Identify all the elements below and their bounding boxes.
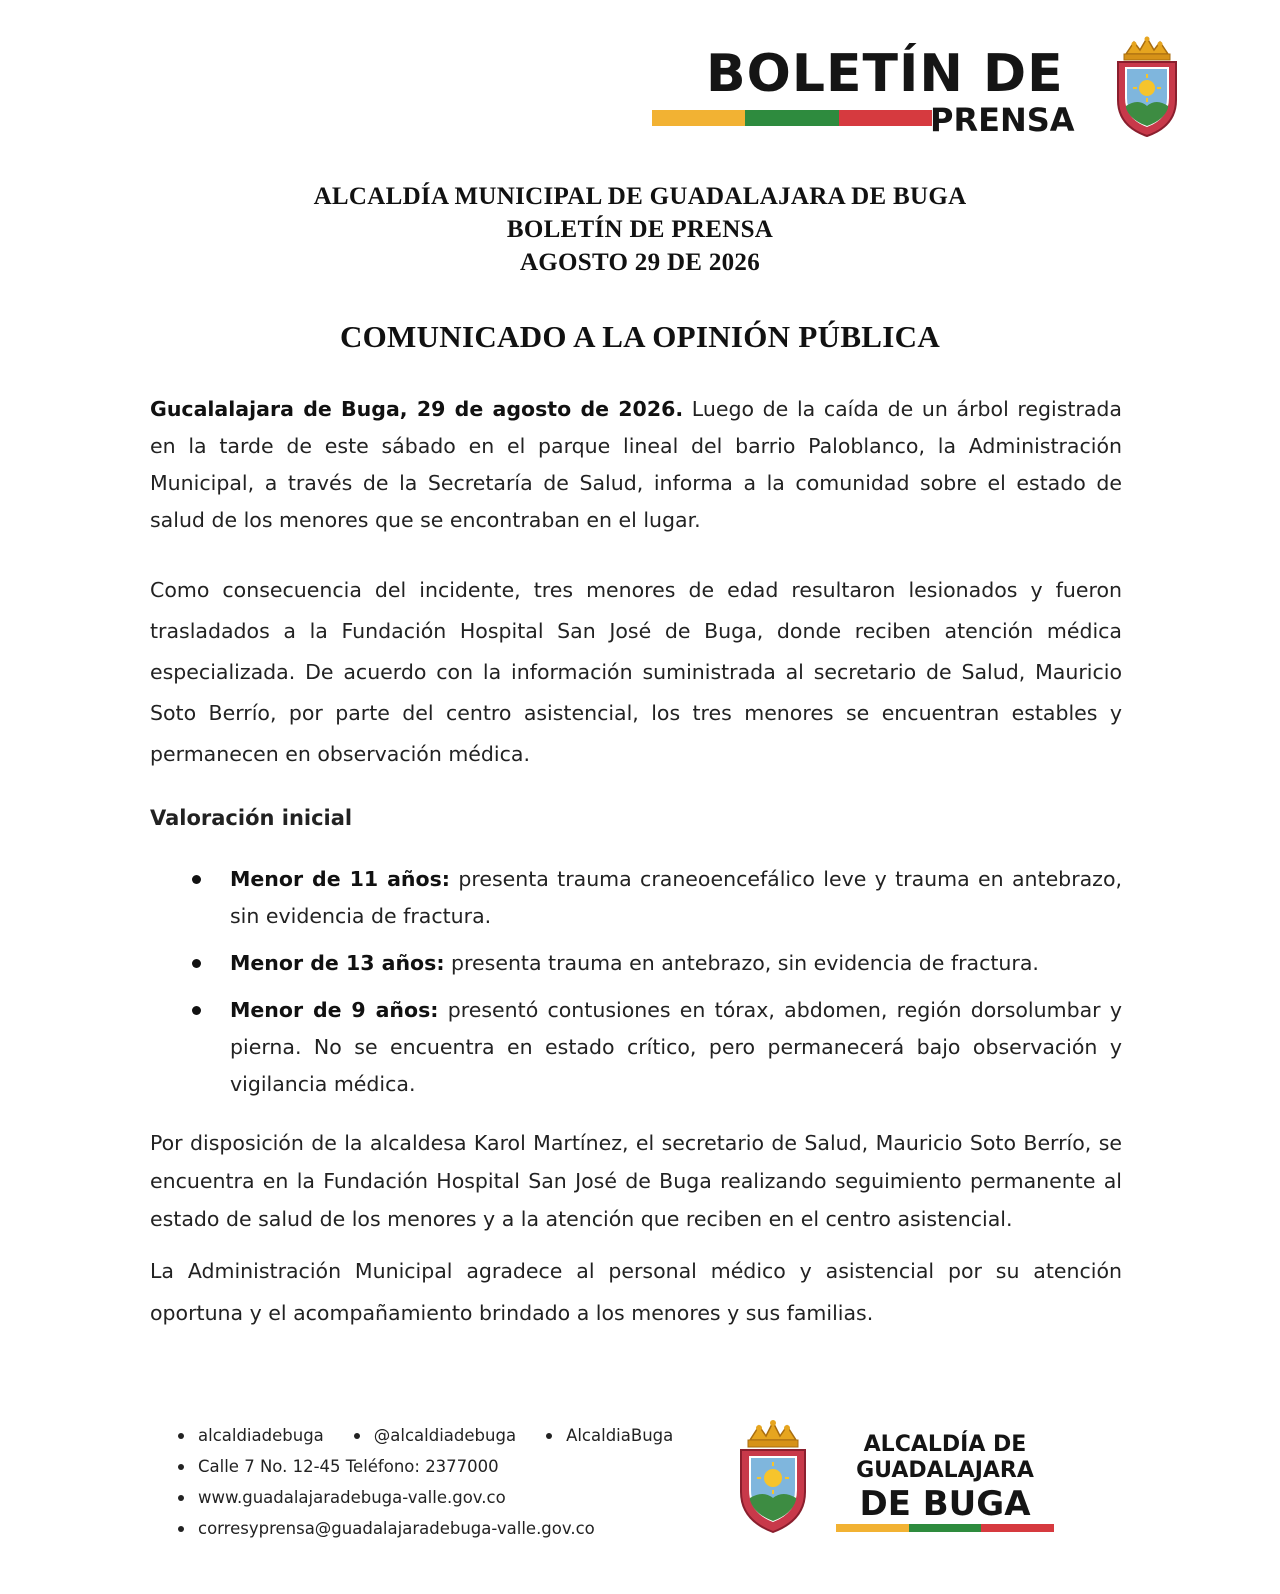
bullet-icon bbox=[546, 1433, 552, 1439]
bullet-icon bbox=[192, 1006, 201, 1015]
address-row bbox=[178, 1451, 703, 1482]
list-item-lead: Menor de 9 años: bbox=[230, 998, 439, 1022]
alcaldia-logo-line-3: DE BUGA bbox=[859, 1484, 1031, 1524]
document-body bbox=[150, 391, 1122, 1334]
list-item-text: presenta trauma en antebrazo, sin evidencia de fractura. bbox=[444, 951, 1039, 975]
social-x-link[interactable]: AlcaldiaBuga bbox=[566, 1426, 674, 1445]
bullet-icon bbox=[192, 875, 201, 884]
heading-line-3: AGOSTO 29 DE 2026 bbox=[519, 249, 761, 276]
document-title: COMUNICADO A LA OPINIÓN PÚBLICA bbox=[339, 319, 941, 354]
document-heading bbox=[0, 180, 1280, 279]
website-link[interactable]: www.guadalajaradebuga-valle.gov.co bbox=[198, 1488, 506, 1507]
heading-line-1: ALCALDÍA MUNICIPAL DE GUADALAJARA DE BUGA bbox=[313, 183, 967, 210]
logo-subtitle: PRENSA bbox=[930, 101, 1075, 139]
list-item-lead: Menor de 11 años: bbox=[230, 867, 450, 891]
social-facebook-link[interactable]: alcaldiadebuga bbox=[198, 1426, 324, 1445]
municipal-crest-icon bbox=[1112, 36, 1182, 140]
list-item-lead: Menor de 13 años: bbox=[230, 951, 445, 975]
paragraph-2: Como consecuencia del incidente, tres menores de edad resultaron lesionados y fueron trasladados a la Fundación Hospital San José de Buga, donde reciben atención médica especializada. De acuerdo con la información suministrada al secretario de Salud, Mauricio Soto Berrío, por parte del centro asistencial, los tres menores se encuentran estables y permanecen en observación médica. bbox=[150, 578, 1122, 766]
list-item bbox=[150, 945, 1122, 982]
bullet-icon bbox=[178, 1495, 184, 1501]
municipal-crest-icon bbox=[736, 1420, 810, 1536]
email-row bbox=[178, 1513, 703, 1544]
alcaldia-logo bbox=[830, 1432, 1060, 1542]
section-title: Valoración inicial bbox=[150, 806, 353, 830]
list-item-text: presentó contusiones en tórax, abdomen, región dorsolumbar y pierna. No se encuentra en estado crítico, pero permanecerá bajo observación y vigilancia médica. bbox=[230, 998, 1122, 1096]
contact-list bbox=[178, 1420, 703, 1544]
alcaldia-logo-line-2: GUADALAJARA bbox=[856, 1458, 1034, 1483]
bullet-icon bbox=[178, 1526, 184, 1532]
footer bbox=[150, 1420, 1150, 1580]
logo-title: BOLETÍN DE bbox=[706, 44, 1064, 104]
paragraph-4: La Administración Municipal agradece al personal médico y asistencial por su atención oportuna y el acompañamiento brindado a los menores y sus familias. bbox=[150, 1259, 1122, 1325]
boletin-de-prensa-logo bbox=[650, 36, 1190, 146]
alcaldia-logo-line-1: ALCALDÍA DE bbox=[863, 1432, 1027, 1457]
paragraph-3: Por disposición de la alcaldesa Karol Martínez, el secretario de Salud, Mauricio Soto Berrío, se encuentra en la Fundación Hospital San José de Buga realizando seguimiento permanente al estado de salud de los menores y a la atención que reciben en el centro asistencial. bbox=[150, 1131, 1122, 1231]
list-item bbox=[150, 861, 1122, 935]
logo-color-stripes bbox=[652, 110, 932, 126]
list-item-text: presenta trauma craneoencefálico leve y trauma en antebrazo, sin evidencia de fractura. bbox=[230, 867, 1123, 928]
email-link[interactable]: corresyprensa@guadalajaradebuga-valle.gov.co bbox=[198, 1519, 595, 1538]
list-item bbox=[150, 992, 1122, 1103]
bullet-icon bbox=[354, 1433, 360, 1439]
alcaldia-logo-stripes bbox=[836, 1524, 1054, 1532]
bullet-icon bbox=[178, 1433, 184, 1439]
bullet-icon bbox=[192, 959, 201, 968]
paragraph-1-lead: Gucalalajara de Buga, 29 de agosto de 2026. bbox=[150, 397, 684, 421]
bullet-icon bbox=[178, 1464, 184, 1470]
social-row bbox=[178, 1420, 703, 1451]
heading-line-2: BOLETÍN DE PRENSA bbox=[506, 216, 774, 243]
paragraph-1 bbox=[150, 391, 1122, 539]
website-row bbox=[178, 1482, 703, 1513]
social-instagram-link[interactable]: @alcaldiadebuga bbox=[373, 1426, 517, 1445]
paragraph-1-text: Luego de la caída de un árbol registrada en la tarde de este sábado en el parque lineal del barrio Paloblanco, la Administración Municipal, a través de la Secretaría de Salud, informa a la comunidad sobre el estado de salud de los menores que se encontraban en el lugar. bbox=[150, 397, 1122, 532]
assessment-list bbox=[150, 861, 1122, 1103]
address-text: Calle 7 No. 12-45 Teléfono: 2377000 bbox=[198, 1457, 499, 1476]
